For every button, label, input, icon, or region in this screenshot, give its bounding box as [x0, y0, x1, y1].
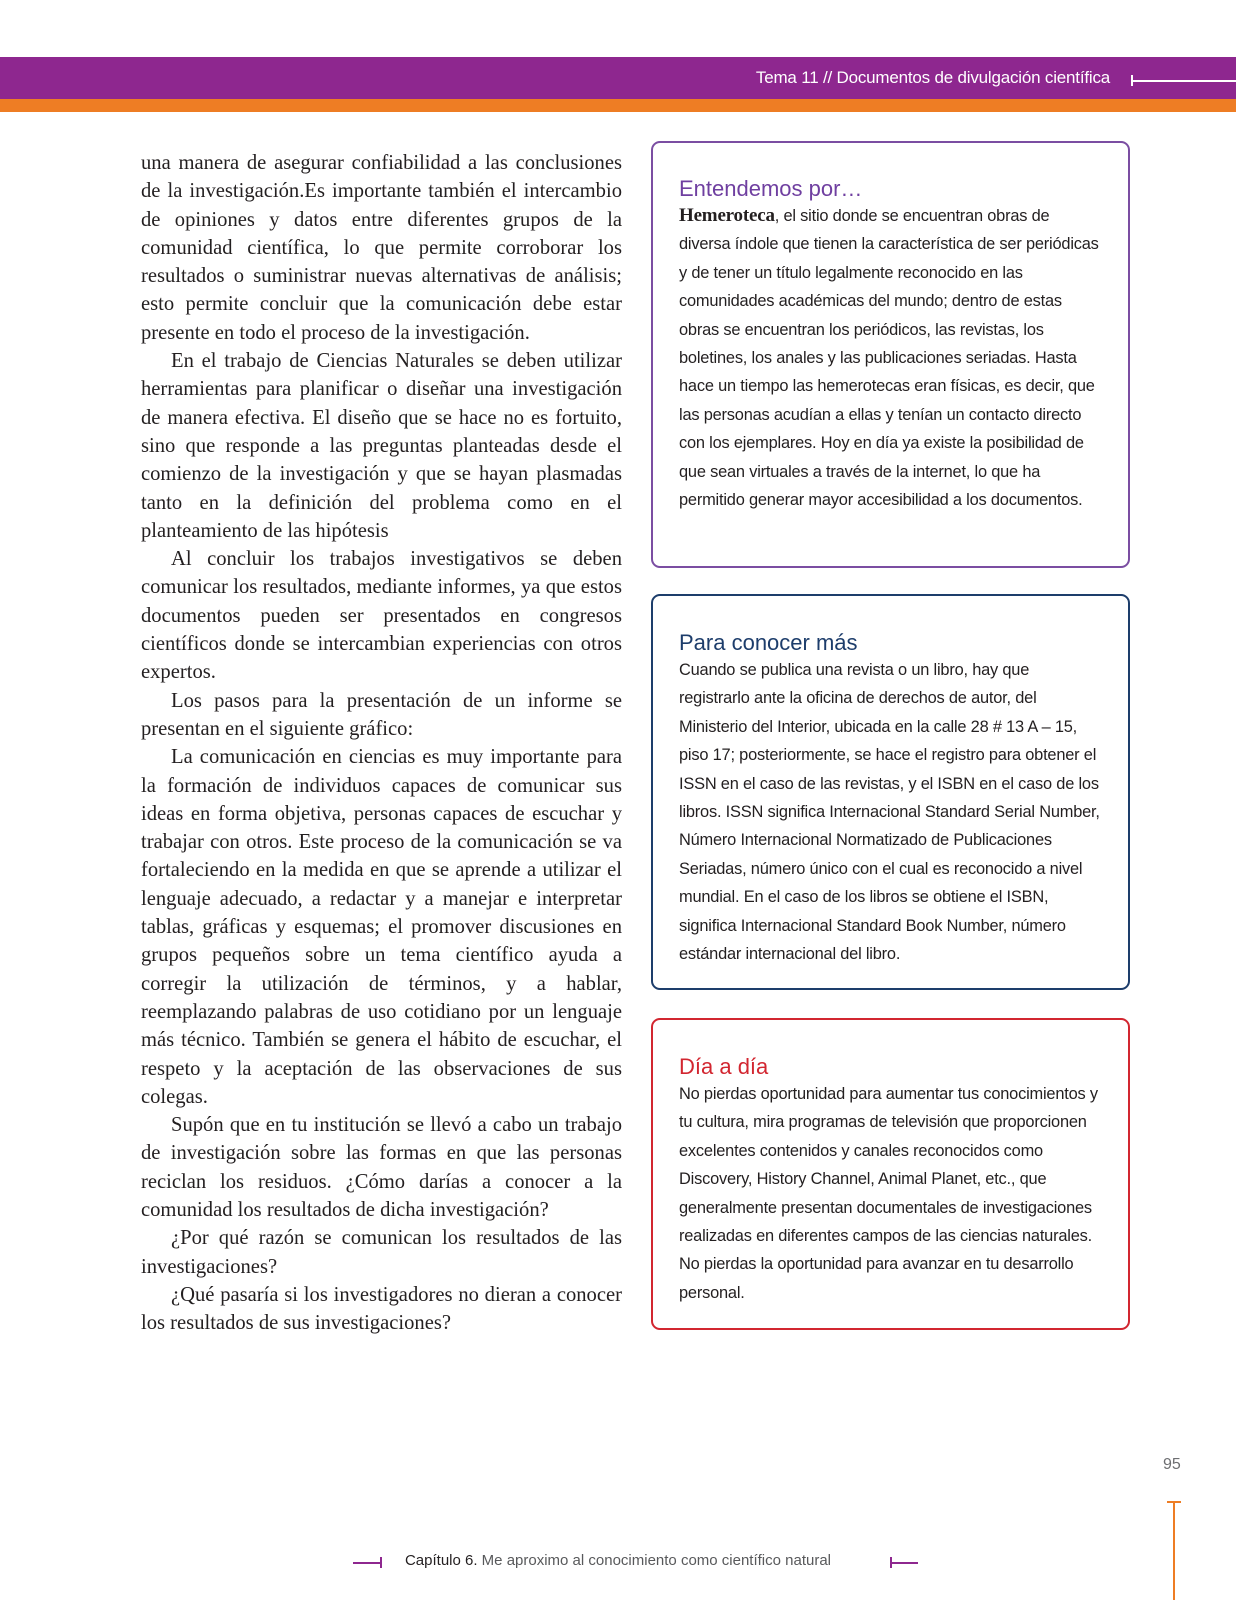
- question-paragraph: ¿Qué pasaría si los investigadores no dieran a conocer los resultados de sus investigaciones?: [141, 1283, 622, 1335]
- body-paragraph: La comunicación en ciencias es muy importante para la formación de individuos capaces de comunicar sus ideas en forma objetiva, personas capaces de escuchar y trabajar con otros. Este proceso de la comunicación se va fortaleciendo en la medida en que se aprende a utilizar el lenguaje adecuado, a redactar y a manejar e interpretar tablas, gráficas y esquemas; el promover discusiones en grupos pequeños sobre un tema científico ayuda a corregir la utilización de términos, y a hablar, reemplazando palabras de uso cotidiano por un lenguaje más técnico. También se genera el hábito de escuchar, el respeto y la aceptación de las observaciones de sus colegas.: [141, 746, 622, 1108]
- chapter-title: Me aproximo al conocimiento como científico natural: [477, 1552, 832, 1569]
- question-paragraph: ¿Por qué razón se comunican los resultados de las investigaciones?: [141, 1227, 622, 1278]
- entendemos-por-box: [651, 141, 1130, 568]
- body-paragraph: Supón que en tu institución se llevó a cabo un trabajo de investigación sobre las formas en que las personas reciclan los residuos. ¿Cómo darías a conocer a la comunidad los resultados de dicha investigación?: [141, 1114, 622, 1221]
- para-conocer-mas-title: Para conocer más: [679, 630, 858, 655]
- body-paragraph: una manera de asegurar confiabilidad a las conclusiones de la investigación.Es importante también el intercambio de opiniones y datos entre diferentes grupos de la comunidad científica, lo que permite corroborar los resultados o suministrar nuevas alternativas de análisis; esto permite concluir que la comunicación debe estar presente en todo el proceso de la investigación.: [141, 152, 622, 344]
- hemeroteca-definition: , el sitio donde se encuentran obras de diversa índole que tienen la característica de ser periódicas y de tener un título legalmente reconocido en las comunidades académicas del mundo; dentro de estas obras se encuentran los periódicos, las revistas, los boletines, los anales y las publicaciones seriadas. Hasta hace un tiempo las hemerotecas eran físicas, es decir, que las personas acudían a ellas y tenían un contacto directo con los ejemplares. Hoy en día ya existe la posibilidad de que sean virtuales a través de la internet, lo que ha permitido generar mayor accesibilidad a los documentos.: [679, 207, 1099, 510]
- dia-a-dia-text: No pierdas oportunidad para aumentar tus conocimientos y tu cultura, mira programas de televisión que proporcionen excelentes contenidos y canales reconocidos como Discovery, History Channel, Animal Planet, etc., que generalmente presentan documentales de investigaciones realizadas en diferentes campos de las ciencias naturales. No pierdas la oportunidad para avanzar en tu desarrollo personal.: [679, 1085, 1098, 1302]
- entendemos-por-title: Entendemos por…: [679, 176, 863, 201]
- page-marker-line: [1173, 1501, 1175, 1600]
- chapter-label: Capítulo 6.: [404, 1552, 478, 1569]
- body-paragraph: Los pasos para la presentación de un informe se presentan en el siguiente gráfico:: [141, 689, 622, 740]
- dia-a-dia-title: Día a día: [679, 1054, 769, 1079]
- chapter-footer: [0, 1552, 1236, 1569]
- body-paragraph: En el trabajo de Ciencias Naturales se deben utilizar herramientas para planificar o diseñar una investigación de manera efectiva. El diseño que se hace no es fortuito, sino que responde a las preguntas planteadas desde el comienzo de la investigación y que se hayan plasmadas tanto en la definición del problema como en el planteamiento de las hipótesis: [141, 350, 622, 542]
- dia-a-dia-box: [651, 1018, 1130, 1330]
- para-conocer-mas-text: Cuando se publica una revista o un libro, hay que registrarlo ante la oficina de derechos de autor, del Ministerio del Interior, ubicada en la calle 28 # 13 A – 15, piso 17; posteriormente, se hace el registro para obtener el ISSN en el caso de las revistas, y el ISBN en el caso de los libros. ISSN significa Internacional Standard Serial Number, Número Internacional Normatizado de Publicaciones Seriadas, número único con el cual es reconocido a nivel mundial. En el caso de los libros se obtiene el ISBN, significa Internacional Standard Book Number, número estándar internacional del libro.: [679, 661, 1100, 964]
- hemeroteca-term: Hemeroteca: [679, 205, 775, 226]
- main-text-column: [141, 149, 622, 1337]
- para-conocer-mas-box: [651, 594, 1130, 990]
- header-accent-stripe: [0, 99, 1236, 112]
- header-rule: [1131, 80, 1236, 82]
- entendemos-por-text: [679, 202, 1102, 514]
- section-title: Tema 11 // Documentos de divulgación científica: [755, 68, 1110, 87]
- body-paragraph: Al concluir los trabajos investigativos se deben comunicar los resultados, mediante informes, ya que estos documentos pueden ser presentados en congresos científicos donde se intercambian experiencias con otros expertos.: [141, 548, 622, 684]
- footer-rule-right: [890, 1562, 918, 1564]
- page-number: 95: [1163, 1456, 1181, 1473]
